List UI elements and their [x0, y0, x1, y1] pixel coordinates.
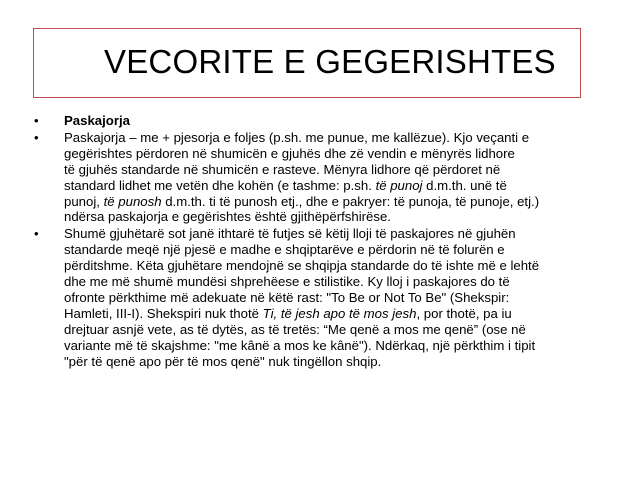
text-line	[64, 146, 624, 162]
text-run: dhe me më shumë mundësi shprehëese e stilistike. Ky lloj i paskajores do të	[64, 274, 510, 290]
text-line	[64, 226, 624, 242]
text-line	[64, 338, 624, 354]
text-line	[64, 258, 624, 274]
text-line	[64, 274, 624, 290]
italic-run: Ti, të jesh apo të mos jesh	[262, 305, 417, 321]
bullet-dot-icon: •	[34, 129, 39, 145]
text-line	[64, 209, 624, 225]
italic-run: të punoj	[375, 177, 423, 193]
text-run: të gjuhës standarde në shumicën e rasteve. Mënyra lidhore që përdoret në	[64, 161, 501, 177]
text-run: gegërishtes përdoren në shumicën e gjuhës dhe zë vendin e mënyrës lidhore	[64, 145, 515, 161]
text-run: përditshme. Këta gjuhëtare mendojnë se shqipja standarde do të ishte më e lehtë	[64, 258, 540, 274]
bullet-item	[34, 226, 624, 369]
text-run: drejtuar asnjë vete, as të dytës, as të tretës: “Me qenë a mos me qenë” (ose në	[64, 321, 526, 337]
bullet-list	[34, 113, 624, 370]
text-run: d.m.th. ti të punosh etj., dhe e pakryer: të punoja, të punoje, etj.)	[161, 193, 540, 209]
text-run: ndërsa paskajorja e gegërishtes është gjithëpërfshirëse.	[64, 209, 391, 225]
text-run: Shumë gjuhëtarë sot janë ithtarë të futjes së këtij lloji të paskajores në gjuhën	[64, 226, 516, 242]
text-line	[64, 354, 624, 370]
text-line	[64, 290, 624, 306]
text-run: variante më të skajshme: "me kânë a mos ke kânë"). Ndërkaq, një përkthim i tipit	[64, 337, 536, 353]
text-run: Hamleti, III-I). Shekspiri nuk thotë	[64, 305, 263, 321]
text-run: punoj,	[64, 193, 104, 209]
slide-title: VECORITE E GEGERISHTES	[104, 43, 556, 80]
text-line	[64, 322, 624, 338]
text-run: standarde meqë një pjesë e madhe e shqiptarëve e përdorin në të folurën e	[64, 242, 505, 258]
text-line	[64, 306, 624, 322]
bullet-dot-icon: •	[34, 226, 39, 242]
text-line	[64, 242, 624, 258]
text-line	[64, 194, 624, 210]
text-line	[64, 178, 624, 194]
title-box	[33, 28, 581, 98]
text-run: Paskajorja – me + pjesorja e foljes (p.sh. me punue, me kallëzue). Kjo veçanti e	[64, 129, 530, 145]
bullet-dot-icon: •	[34, 113, 39, 128]
text-line	[64, 130, 624, 146]
text-run: , por thotë, pa iu	[416, 305, 512, 321]
text-run: ofronte përkthime më adekuate në këtë rast: "To Be or Not To Be" (Shekspir:	[64, 289, 510, 305]
italic-run: të punosh	[103, 193, 162, 209]
text-run: "për të qenë apo për të mos qenë" nuk tingëllon shqip.	[64, 353, 382, 369]
bullet-heading: Paskajorja	[64, 113, 130, 128]
bullet-item	[34, 113, 624, 129]
bullet-item	[34, 130, 624, 225]
text-line	[64, 162, 624, 178]
text-run: standard lidhet me vetën dhe kohën (e tashme: p.sh.	[64, 177, 376, 193]
text-run: d.m.th. unë të	[422, 177, 507, 193]
